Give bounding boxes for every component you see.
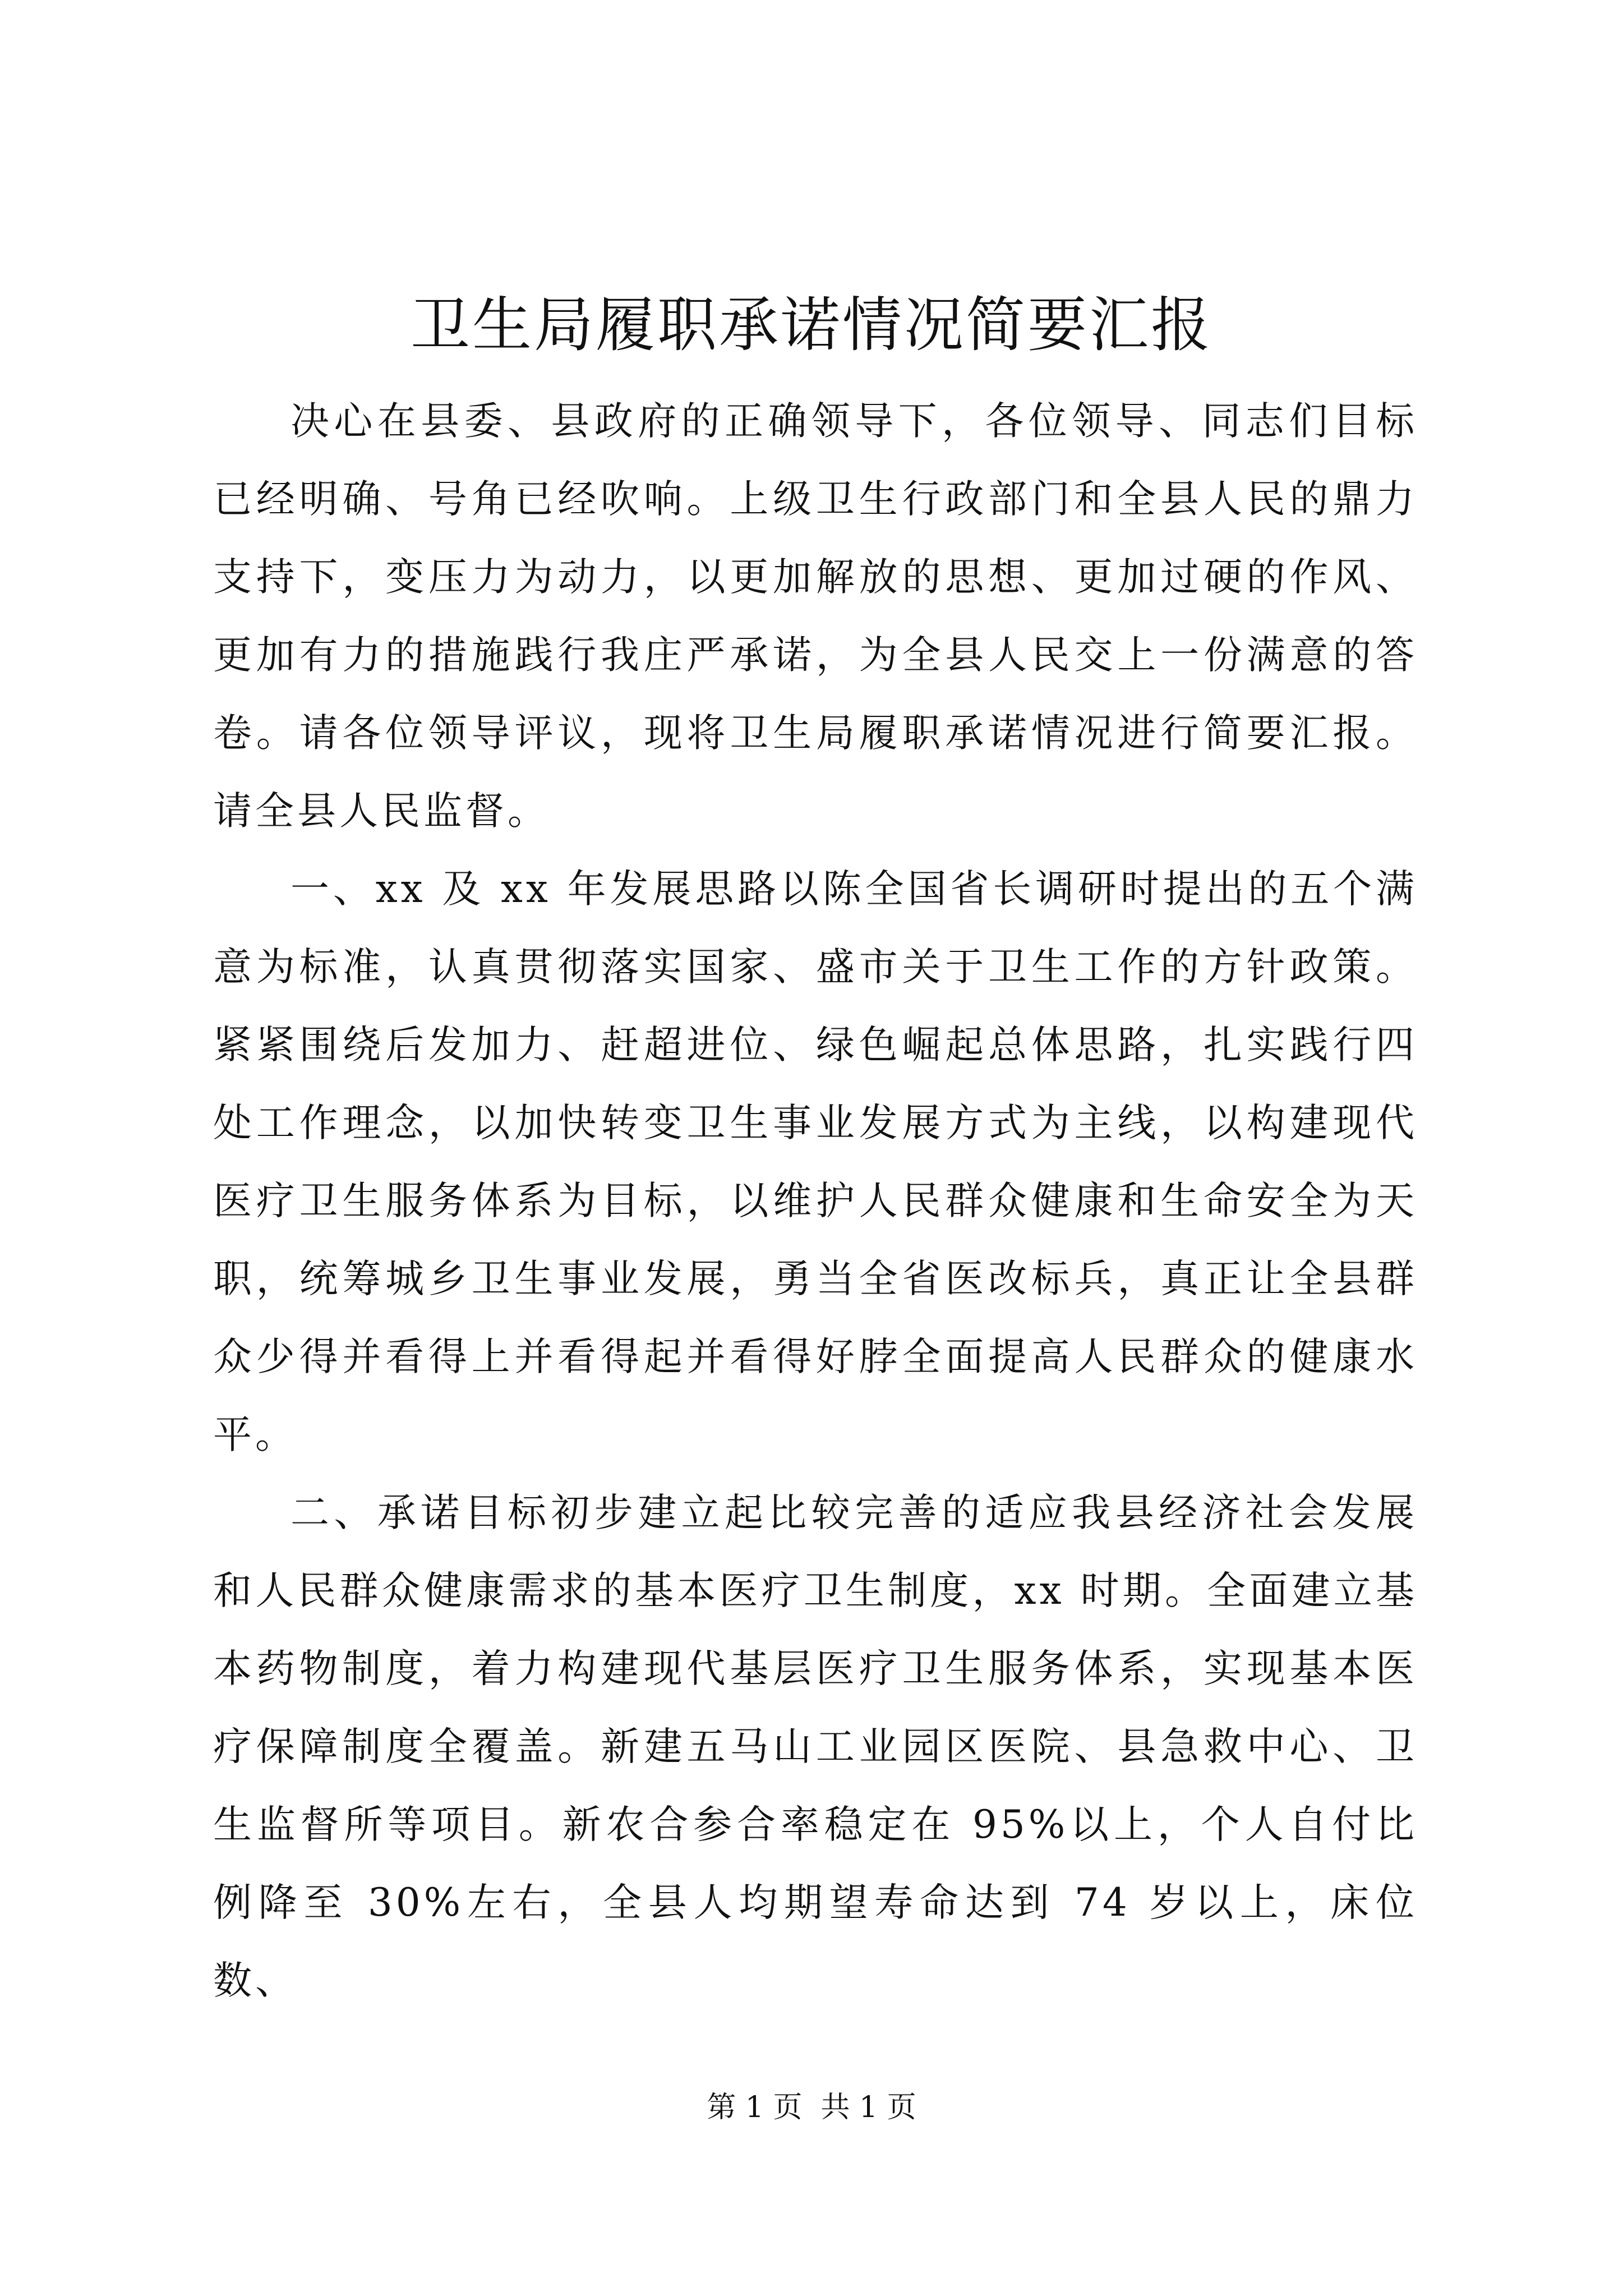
- paragraph-intro: 决心在县委、县政府的正确领导下，各位领导、同志们目标已经明确、号角已经吹响。上级卫生行政部门和全县人民的鼎力支持下，变压力为动力，以更加解放的思想、更加过硬的作风、更加有力的措施践行我庄严承诺，为全县人民交上一份满意的答卷。请各位领导评议，现将卫生局履职承诺情况进行简要汇报。请全县人民监督。: [213, 399, 1418, 834]
- page-number-label: 第 1 页 共 1 页: [707, 2091, 916, 2124]
- page-footer: [0, 2088, 1623, 2127]
- document-body: [213, 383, 1418, 2020]
- paragraph-development-ideas: 一、xx 及 xx 年发展思路以陈全国省长调研时提出的五个满意为标准，认真贯彻落实国家、盛市关于卫生工作的方针政策。紧紧围绕后发加力、赶超进位、绿色崛起总体思路，扎实践行四处工作理念，以加快转变卫生事业发展方式为主线，以构建现代医疗卫生服务体系为目标，以维护人民群众健康和生命安全为天职，统筹城乡卫生事业发展，勇当全省医改标兵，真正让全县群众少得并看得上并看得起并看得好脖全面提高人民群众的健康水平。: [213, 867, 1418, 1457]
- document-title: 卫生局履职承诺情况简要汇报: [411, 291, 1212, 360]
- paragraph-commitment-goals: 二、承诺目标初步建立起比较完善的适应我县经济社会发展和人民群众健康需求的基本医疗卫生制度，xx 时期。全面建立基本药物制度，着力构建现代基层医疗卫生服务体系，实现基本医疗保障制度全覆盖。新建五马山工业园区医院、县急救中心、卫生监督所等项目。新农合参合率稳定在 95%以上，个人自付比例降至 30%左右，全县人均期望寿命达到 74 岁以上，床位数、: [213, 1490, 1418, 2003]
